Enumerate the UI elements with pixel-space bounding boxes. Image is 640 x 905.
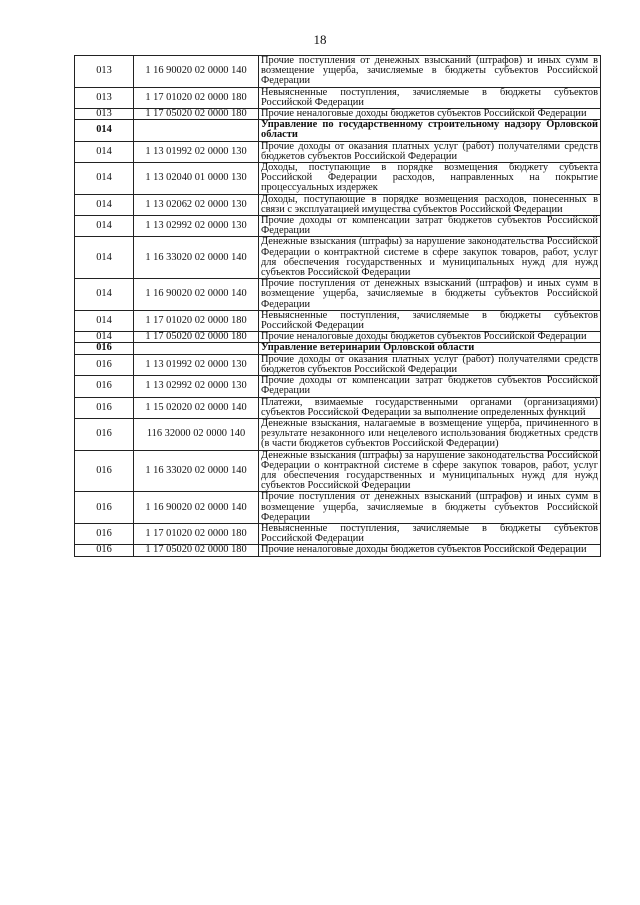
table-row xyxy=(75,354,601,375)
description-cell: Управление по государственному строительному надзору Орловской области xyxy=(259,120,601,141)
revenue-code-cell: 1 13 01992 02 0000 130 xyxy=(134,141,259,162)
admin-code-cell: 013 xyxy=(75,109,134,120)
revenue-code-cell: 1 17 01020 02 0000 180 xyxy=(134,523,259,544)
admin-code-cell: 016 xyxy=(75,354,134,375)
description-cell: Невыясненные поступления, зачисляемые в бюджеты субъектов Российской Федерации xyxy=(259,310,601,331)
admin-code-cell: 014 xyxy=(75,279,134,311)
description-cell: Денежные взыскания, налагаемые в возмещение ущерба, причиненного в результате незаконного или нецелевого использования бюджетных средств (в части бюджетов субъектов Российской Федерации) xyxy=(259,418,601,450)
description-cell: Прочие доходы от оказания платных услуг (работ) получателями средств бюджетов субъектов Российской Федерации xyxy=(259,141,601,162)
table-row xyxy=(75,87,601,108)
description-cell: Невыясненные поступления, зачисляемые в бюджеты субъектов Российской Федерации xyxy=(259,87,601,108)
section-header-row xyxy=(75,120,601,141)
table-row xyxy=(75,109,601,120)
revenue-code-cell: 1 17 05020 02 0000 180 xyxy=(134,332,259,343)
table-row xyxy=(75,545,601,556)
admin-code-cell: 016 xyxy=(75,397,134,418)
table-row xyxy=(75,141,601,162)
description-cell: Прочие неналоговые доходы бюджетов субъектов Российской Федерации xyxy=(259,545,601,556)
description-cell: Прочие неналоговые доходы бюджетов субъектов Российской Федерации xyxy=(259,332,601,343)
table-row xyxy=(75,216,601,237)
description-cell: Прочие поступления от денежных взысканий (штрафов) и иных сумм в возмещение ущерба, зачисляемые в бюджеты субъектов Российской Федерации xyxy=(259,56,601,88)
admin-code-cell: 014 xyxy=(75,120,134,141)
revenue-code-cell: 1 16 90020 02 0000 140 xyxy=(134,279,259,311)
revenue-code-cell: 1 13 02040 01 0000 130 xyxy=(134,163,259,195)
table-row xyxy=(75,523,601,544)
description-cell: Прочие поступления от денежных взысканий (штрафов) и иных сумм в возмещение ущерба, зачисляемые в бюджеты субъектов Российской Федерации xyxy=(259,492,601,524)
admin-code-cell: 014 xyxy=(75,237,134,279)
admin-code-cell: 016 xyxy=(75,418,134,450)
page-number: 18 xyxy=(313,32,327,47)
description-cell: Управление ветеринарии Орловской области xyxy=(259,343,601,354)
table-row xyxy=(75,397,601,418)
admin-code-cell: 014 xyxy=(75,163,134,195)
admin-code-cell: 014 xyxy=(75,141,134,162)
admin-code-cell: 014 xyxy=(75,332,134,343)
description-cell: Денежные взыскания (штрафы) за нарушение законодательства Российской Федерации о контрактной системе в сфере закупок товаров, работ, услуг для обеспечения государственных и муниципальных нужд для нужд субъектов Российской Федерации xyxy=(259,237,601,279)
description-cell: Прочие доходы от оказания платных услуг (работ) получателями средств бюджетов субъектов Российской Федерации xyxy=(259,354,601,375)
admin-code-cell: 013 xyxy=(75,87,134,108)
table-row xyxy=(75,492,601,524)
revenue-code-cell: 1 16 90020 02 0000 140 xyxy=(134,492,259,524)
admin-code-cell: 013 xyxy=(75,56,134,88)
revenue-codes-table xyxy=(74,55,601,557)
revenue-code-cell: 1 17 01020 02 0000 180 xyxy=(134,310,259,331)
revenue-code-cell: 1 16 33020 02 0000 140 xyxy=(134,450,259,492)
admin-code-cell: 016 xyxy=(75,343,134,354)
description-cell: Платежи, взимаемые государственными органами (организациями) субъектов Российской Федерации за выполнение определенных функций xyxy=(259,397,601,418)
revenue-code-cell: 1 17 05020 02 0000 180 xyxy=(134,545,259,556)
admin-code-cell: 016 xyxy=(75,523,134,544)
revenue-code-cell: 1 16 90020 02 0000 140 xyxy=(134,56,259,88)
revenue-code-cell: 1 17 05020 02 0000 180 xyxy=(134,109,259,120)
admin-code-cell: 016 xyxy=(75,492,134,524)
admin-code-cell: 014 xyxy=(75,216,134,237)
revenue-code-cell: 1 13 02992 02 0000 130 xyxy=(134,216,259,237)
revenue-code-cell: 1 13 02062 02 0000 130 xyxy=(134,194,259,215)
revenue-code-cell: 1 13 01992 02 0000 130 xyxy=(134,354,259,375)
table-row xyxy=(75,332,601,343)
revenue-code-cell xyxy=(134,120,259,141)
revenue-code-cell: 1 15 02020 02 0000 140 xyxy=(134,397,259,418)
description-cell: Прочие поступления от денежных взысканий (штрафов) и иных сумм в возмещение ущерба, зачисляемые в бюджеты субъектов Российской Федерации xyxy=(259,279,601,311)
table-row xyxy=(75,163,601,195)
table-row xyxy=(75,279,601,311)
description-cell: Прочие неналоговые доходы бюджетов субъектов Российской Федерации xyxy=(259,109,601,120)
table-row xyxy=(75,418,601,450)
admin-code-cell: 016 xyxy=(75,545,134,556)
admin-code-cell: 016 xyxy=(75,450,134,492)
revenue-code-cell: 116 32000 02 0000 140 xyxy=(134,418,259,450)
description-cell: Доходы, поступающие в порядке возмещения бюджету субъекта Российской Федерации расходов, направленных на покрытие процессуальных издержек xyxy=(259,163,601,195)
section-header-row xyxy=(75,343,601,354)
revenue-code-cell xyxy=(134,343,259,354)
table-row xyxy=(75,56,601,88)
admin-code-cell: 016 xyxy=(75,376,134,397)
description-cell: Невыясненные поступления, зачисляемые в бюджеты субъектов Российской Федерации xyxy=(259,523,601,544)
description-cell: Доходы, поступающие в порядке возмещения расходов, понесенных в связи с эксплуатацией имущества субъектов Российской Федерации xyxy=(259,194,601,215)
table-row xyxy=(75,310,601,331)
description-cell: Денежные взыскания (штрафы) за нарушение законодательства Российской Федерации о контрактной системе в сфере закупок товаров, работ, услуг для обеспечения государственных и муниципальных нужд для нужд субъектов Российской Федерации xyxy=(259,450,601,492)
revenue-code-cell: 1 17 01020 02 0000 180 xyxy=(134,87,259,108)
admin-code-cell: 014 xyxy=(75,194,134,215)
admin-code-cell: 014 xyxy=(75,310,134,331)
table-row xyxy=(75,194,601,215)
description-cell: Прочие доходы от компенсации затрат бюджетов субъектов Российской Федерации xyxy=(259,216,601,237)
revenue-code-cell: 1 16 33020 02 0000 140 xyxy=(134,237,259,279)
table-row xyxy=(75,237,601,279)
table-row xyxy=(75,450,601,492)
table-row xyxy=(75,376,601,397)
description-cell: Прочие доходы от компенсации затрат бюджетов субъектов Российской Федерации xyxy=(259,376,601,397)
revenue-code-cell: 1 13 02992 02 0000 130 xyxy=(134,376,259,397)
